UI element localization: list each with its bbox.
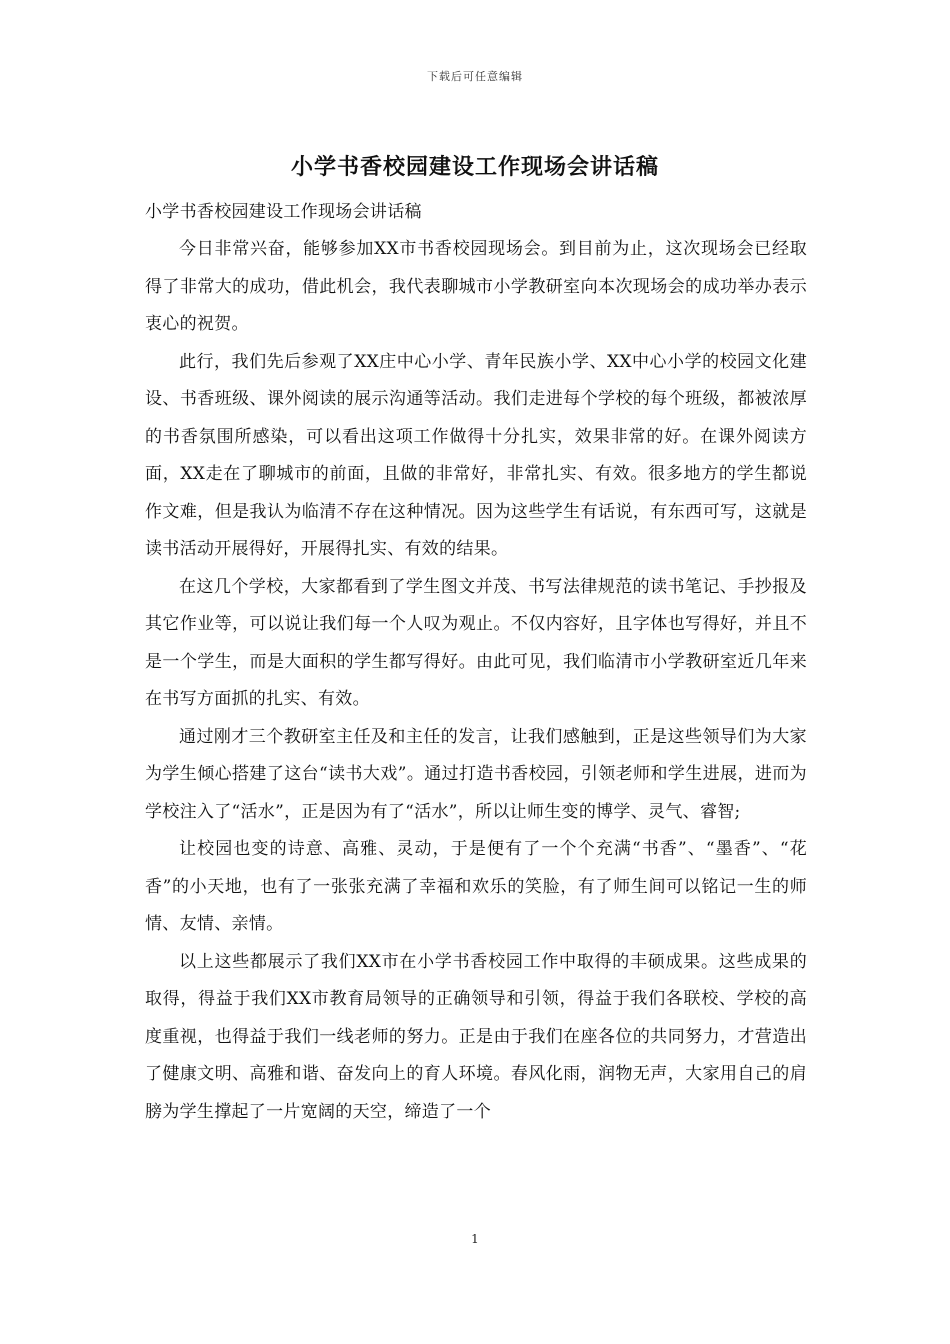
page-number: 1 bbox=[471, 1232, 479, 1246]
paragraph: 以上这些都展示了我们XX市在小学书香校园工作中取得的丰硕成果。这些成果的取得，得益于我们XX市教育局领导的正确领导和引领，得益于我们各联校、学校的高度重视，也得益于我们一线老师的努力。正是由于我们在座各位的共同努力，才营造出了健康文明、高雅和谐、奋发向上的育人环境。春风化雨，润物无声，大家用自己的肩膀为学生撑起了一片宽阔的天空，缔造了一个 bbox=[145, 951, 807, 1122]
paragraph: 让校园也变的诗意、高雅、灵动，于是便有了一个个充满“书香”、“墨香”、“花香”的小天地，也有了一张张充满了幸福和欢乐的笑脸，有了师生间可以铭记一生的师情、友情、亲情。 bbox=[145, 839, 807, 934]
document-body bbox=[145, 196, 807, 1131]
header-note: 下载后可任意编辑 bbox=[427, 70, 523, 83]
document-subtitle: 小学书香校园建设工作现场会讲话稿 bbox=[145, 202, 422, 222]
paragraph: 在这几个学校，大家都看到了学生图文并茂、书写法律规范的读书笔记、手抄报及其它作业等，可以说让我们每一个人叹为观止。不仅内容好，且字体也写得好，并且不是一个学生，而是大面积的学生都写得好。由此可见，我们临清市小学教研室近几年来在书写方面抓的扎实、有效。 bbox=[145, 576, 807, 709]
paragraph: 通过刚才三个教研室主任及和主任的发言，让我们感触到，正是这些领导们为大家为学生倾心搭建了这台“读书大戏”。通过打造书香校园，引领老师和学生进展，进而为学校注入了“活水”，正是因为有了“活水”，所以让师生变的博学、灵气、睿智; bbox=[145, 726, 807, 822]
document-title: 小学书香校园建设工作现场会讲话稿 bbox=[290, 154, 659, 180]
paragraph: 此行，我们先后参观了XX庄中心小学、青年民族小学、XX中心小学的校园文化建设、书香班级、课外阅读的展示沟通等活动。我们走进每个学校的每个班级，都被浓厚的书香氛围所感染，可以看出这项工作做得十分扎实，效果非常的好。在课外阅读方面，XX走在了聊城市的前面，且做的非常好，非常扎实、有效。很多地方的学生都说作文难，但是我认为临清不存在这种情况。因为这些学生有话说，有东西可写，这就是读书活动开展得好，开展得扎实、有效的结果。 bbox=[145, 351, 807, 559]
paragraph: 今日非常兴奋，能够参加XX市书香校园现场会。到目前为止，这次现场会已经取得了非常大的成功，借此机会，我代表聊城市小学教研室向本次现场会的成功举办表示衷心的祝贺。 bbox=[145, 239, 807, 334]
